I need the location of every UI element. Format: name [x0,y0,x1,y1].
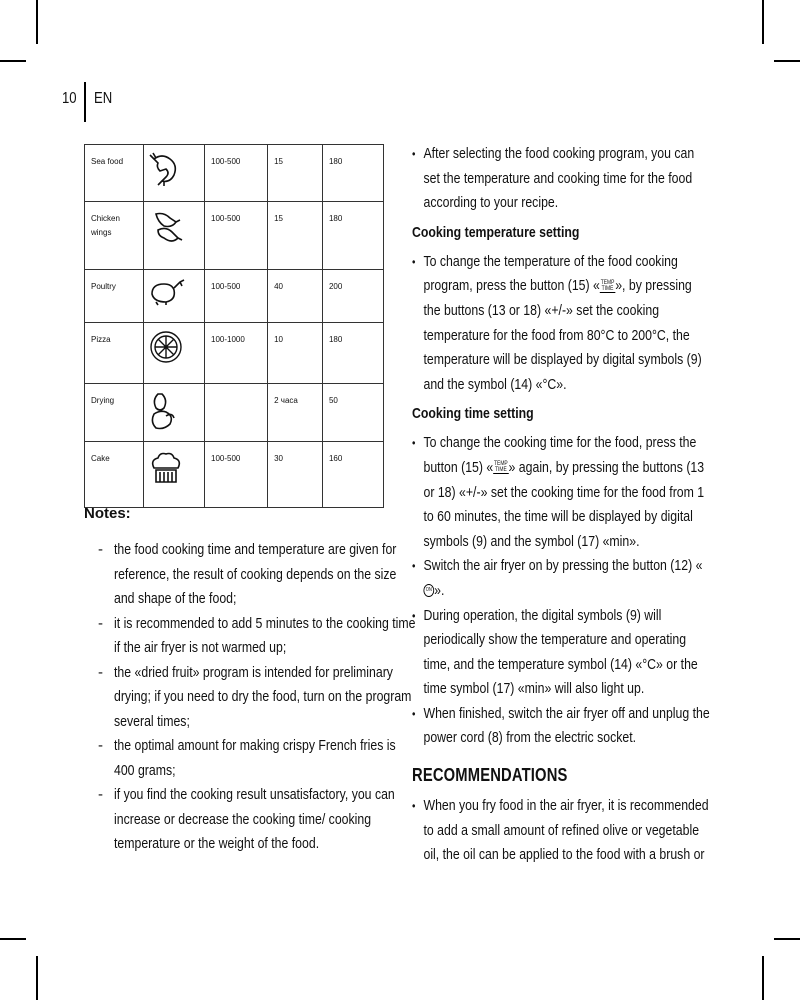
weight-range: 100-500 [205,145,268,202]
weight-range: 100-500 [205,270,268,323]
table-row [85,270,384,323]
cooking-temperature: 160 [322,442,383,508]
list-item: • To change the temperature of the food cooking program, press the button (15) «TEMP TIME », by pressing the buttons (13 or 18) «+/-» set the cooking temperature for the food from 80°C to 200°C, the temperature will be displayed by digital symbols (9) and the symbol (14) «°C». [412,250,712,398]
crop-mark [774,60,800,62]
list-item: - the food cooking time and temperature are given for reference, the result of cooking depends on the size and shape of the food; [88,538,418,612]
list-item: - if you find the cooking result unsatisfactory, you can increase or decrease the cooking time/ cooking temperature or the weight of the food. [88,783,418,857]
weight-range [205,384,268,442]
language-label: EN [94,90,113,107]
crop-mark [762,956,764,1000]
cooking-temperature: 180 [322,145,383,202]
header-divider [84,82,86,122]
list-item: - the «dried fruit» program is intended for preliminary drying; if you need to dry the food, turn on the program several times; [88,661,418,735]
list-item: • After selecting the food cooking program, you can set the temperature and cooking time for the food according to your recipe. [412,142,712,216]
table-row [85,202,384,270]
table-row [85,323,384,384]
crop-mark [0,938,26,940]
cooking-time: 40 [268,270,323,323]
recommendations-heading: RECOMMENDATIONS [412,765,568,786]
table-row [85,384,384,442]
list-item: • When you fry food in the air fryer, it is recommended to add a small amount of refined olive or vegetable oil, the oil can be applied to the food with a brush or [412,794,712,868]
power-button-icon: ON [423,584,434,597]
list-item: - the optimal amount for making crispy French fries is 400 grams; [88,734,418,783]
section-heading: Cooking time setting [412,405,534,423]
weight-range: 100-1000 [205,323,268,384]
cooking-time: 15 [268,202,323,270]
shrimp-icon [148,151,184,187]
cake-icon [148,448,184,490]
crop-mark [0,60,26,62]
cooking-temperature: 180 [322,323,383,384]
cooking-temperature: 180 [322,202,383,270]
program-name: Chicken wings [85,202,144,270]
cooking-temperature: 200 [322,270,383,323]
chicken-wings-icon [148,208,184,246]
temp-time-button-icon: TEMP TIME [600,279,615,292]
crop-mark [36,956,38,1000]
notes-title: Notes: [84,505,131,522]
program-name: Cake [85,442,144,508]
list-item: • To change the cooking time for the food, press the button (15) «TEMP TIME » again, by pressing the buttons (13 or 18) «+/-» set the cooking time for the food from 1 to 60 minutes, the time will be displayed by digital symbols (9) and the symbol (17) «min». [412,431,712,554]
cooking-programs-table [84,144,384,508]
dried-fruit-icon [148,390,178,430]
weight-range: 100-500 [205,202,268,270]
cooking-time: 30 [268,442,323,508]
right-column [412,142,712,868]
table-row [85,442,384,508]
section-heading: Cooking temperature setting [412,223,580,241]
notes-list [88,538,418,857]
crop-mark [774,938,800,940]
temp-time-button-icon: TEMP TIME [494,461,508,474]
poultry-icon [148,276,186,306]
cooking-temperature: 50 [322,384,383,442]
program-name: Poultry [85,270,144,323]
crop-mark [762,0,764,44]
crop-mark [36,0,38,44]
weight-range: 100-500 [205,442,268,508]
program-name: Pizza [85,323,144,384]
pizza-icon [148,329,184,365]
cooking-time: 15 [268,145,323,202]
cooking-time: 2 часа [268,384,323,442]
program-name: Drying [85,384,144,442]
cooking-time: 10 [268,323,323,384]
page-number: 10 [62,90,77,107]
program-name: Sea food [85,145,144,202]
list-item: • When finished, switch the air fryer off and unplug the power cord (8) from the electric socket. [412,702,712,751]
list-item: - it is recommended to add 5 minutes to the cooking time if the air fryer is not warmed up; [88,612,418,661]
list-item: • Switch the air fryer on by pressing the button (12) «ON ». [412,554,712,603]
list-item: • During operation, the digital symbols (9) will periodically show the temperature and operating time, and the temperature symbol (14) «°C» or the time symbol (17) «min» will also light up. [412,604,712,702]
table-row [85,145,384,202]
